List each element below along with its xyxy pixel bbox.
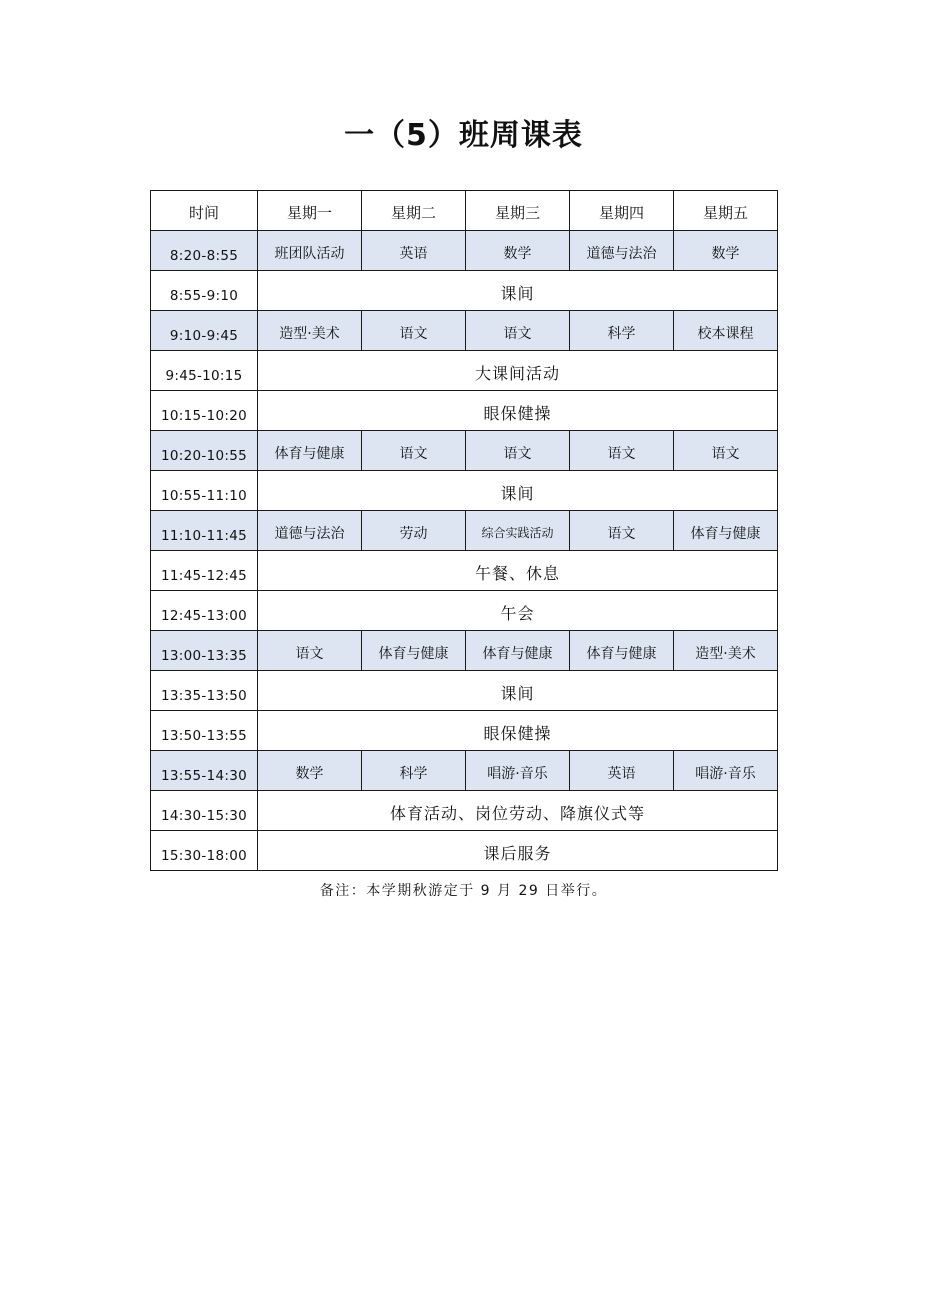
lesson-cell-tuesday: 语文 xyxy=(362,431,466,471)
lesson-cell-monday: 班团队活动 xyxy=(258,231,362,271)
break-activity: 课后服务 xyxy=(258,831,778,871)
lesson-row xyxy=(151,631,778,671)
lesson-cell-thursday: 语文 xyxy=(570,431,674,471)
timetable xyxy=(150,190,778,871)
lesson-cell-friday: 语文 xyxy=(674,431,778,471)
break-row xyxy=(151,551,778,591)
lesson-row xyxy=(151,751,778,791)
break-activity: 眼保健操 xyxy=(258,391,778,431)
header-wednesday: 星期三 xyxy=(466,191,570,231)
lesson-cell-thursday: 体育与健康 xyxy=(570,631,674,671)
break-row xyxy=(151,591,778,631)
lesson-cell-thursday: 语文 xyxy=(570,511,674,551)
lesson-row xyxy=(151,231,778,271)
time-cell: 13:35-13:50 xyxy=(151,671,258,711)
break-row xyxy=(151,271,778,311)
header-row xyxy=(151,191,778,231)
break-row xyxy=(151,391,778,431)
header-time: 时间 xyxy=(151,191,258,231)
lesson-row xyxy=(151,431,778,471)
lesson-cell-monday: 体育与健康 xyxy=(258,431,362,471)
lesson-cell-wednesday: 语文 xyxy=(466,311,570,351)
break-row xyxy=(151,831,778,871)
lesson-cell-tuesday: 英语 xyxy=(362,231,466,271)
time-cell: 13:55-14:30 xyxy=(151,751,258,791)
break-activity: 大课间活动 xyxy=(258,351,778,391)
lesson-cell-friday: 唱游·音乐 xyxy=(674,751,778,791)
break-activity: 课间 xyxy=(258,671,778,711)
break-activity: 午会 xyxy=(258,591,778,631)
lesson-cell-wednesday: 唱游·音乐 xyxy=(466,751,570,791)
lesson-cell-tuesday: 语文 xyxy=(362,311,466,351)
time-cell: 11:45-12:45 xyxy=(151,551,258,591)
lesson-cell-thursday: 英语 xyxy=(570,751,674,791)
header-thursday: 星期四 xyxy=(570,191,674,231)
time-cell: 10:55-11:10 xyxy=(151,471,258,511)
lesson-cell-monday: 语文 xyxy=(258,631,362,671)
lesson-cell-monday: 造型·美术 xyxy=(258,311,362,351)
header-tuesday: 星期二 xyxy=(362,191,466,231)
time-cell: 9:10-9:45 xyxy=(151,311,258,351)
break-row xyxy=(151,711,778,751)
lesson-cell-tuesday: 劳动 xyxy=(362,511,466,551)
break-activity: 午餐、休息 xyxy=(258,551,778,591)
header-friday: 星期五 xyxy=(674,191,778,231)
time-cell: 13:00-13:35 xyxy=(151,631,258,671)
break-row xyxy=(151,351,778,391)
lesson-row xyxy=(151,311,778,351)
break-activity: 眼保健操 xyxy=(258,711,778,751)
time-cell: 10:15-10:20 xyxy=(151,391,258,431)
lesson-cell-wednesday: 数学 xyxy=(466,231,570,271)
lesson-cell-thursday: 道德与法治 xyxy=(570,231,674,271)
lesson-cell-monday: 数学 xyxy=(258,751,362,791)
break-activity: 体育活动、岗位劳动、降旗仪式等 xyxy=(258,791,778,831)
lesson-cell-tuesday: 体育与健康 xyxy=(362,631,466,671)
lesson-cell-wednesday: 体育与健康 xyxy=(466,631,570,671)
lesson-cell-thursday: 科学 xyxy=(570,311,674,351)
time-cell: 13:50-13:55 xyxy=(151,711,258,751)
time-cell: 11:10-11:45 xyxy=(151,511,258,551)
header-monday: 星期一 xyxy=(258,191,362,231)
footnote: 备注：本学期秋游定于 9 月 29 日举行。 xyxy=(319,883,608,899)
lesson-cell-wednesday: 语文 xyxy=(466,431,570,471)
time-cell: 10:20-10:55 xyxy=(151,431,258,471)
break-activity: 课间 xyxy=(258,271,778,311)
time-cell: 8:55-9:10 xyxy=(151,271,258,311)
break-row xyxy=(151,471,778,511)
page-title: 一（5）班周课表 xyxy=(344,118,583,153)
break-row xyxy=(151,791,778,831)
lesson-cell-tuesday: 科学 xyxy=(362,751,466,791)
time-cell: 9:45-10:15 xyxy=(151,351,258,391)
lesson-cell-friday: 造型·美术 xyxy=(674,631,778,671)
lesson-cell-friday: 数学 xyxy=(674,231,778,271)
time-cell: 14:30-15:30 xyxy=(151,791,258,831)
lesson-cell-friday: 校本课程 xyxy=(674,311,778,351)
break-activity: 课间 xyxy=(258,471,778,511)
lesson-row xyxy=(151,511,778,551)
lesson-cell-friday: 体育与健康 xyxy=(674,511,778,551)
lesson-cell-wednesday: 综合实践活动 xyxy=(466,511,570,551)
time-cell: 15:30-18:00 xyxy=(151,831,258,871)
time-cell: 8:20-8:55 xyxy=(151,231,258,271)
lesson-cell-monday: 道德与法治 xyxy=(258,511,362,551)
break-row xyxy=(151,671,778,711)
time-cell: 12:45-13:00 xyxy=(151,591,258,631)
